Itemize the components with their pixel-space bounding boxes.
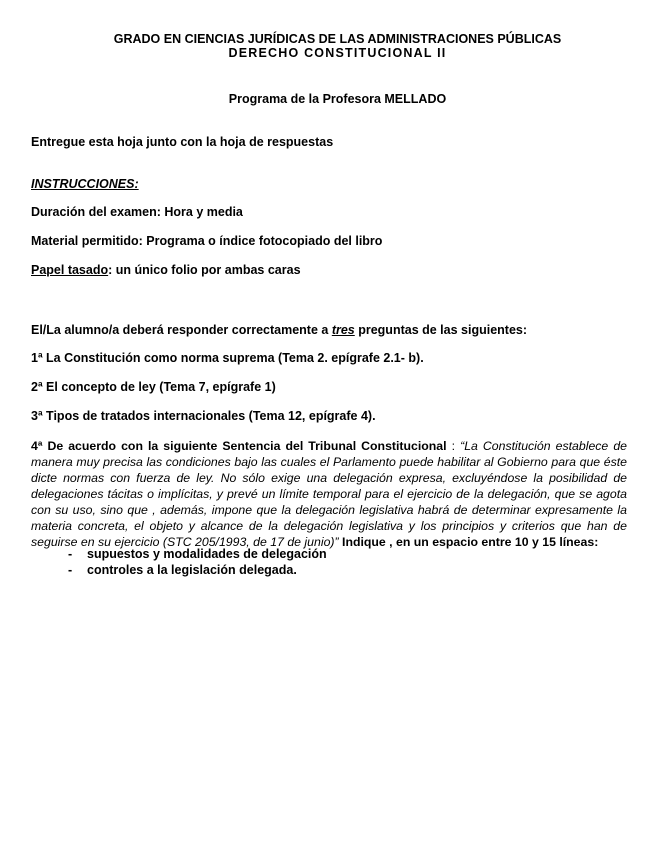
bullet-dash: -	[68, 563, 73, 577]
paper-rule-label: Papel tasado	[31, 263, 109, 277]
subject-title: DERECHO CONSTITUCIONAL II	[228, 46, 447, 60]
paper-rule-text: : un único folio por ambas caras	[108, 263, 301, 277]
bullet-dash: -	[68, 547, 73, 561]
question-1: 1ª La Constitución como norma suprema (Tema 2. epígrafe 2.1- b).	[31, 351, 424, 365]
question-4-quote: “La Constitución establece de manera muy precisa las condiciones bajo las cuales el Parlamento puede habilitar al Gobierno para que éste dicte normas con fuerza de ley. No sólo exige una delegación expresa, excluyéndose la posibilidad de delegaciones tácitas o implícitas, y prevé un límite temporal para el ejercicio de la delegación, que se agota con su uso, sino que , además, impone que la delegación legislativa habrá de determinar expresamente la materia concreta, el objeto y alcance de la delegación legislativa y los principios y criterios que han de seguirse en su ejercicio (STC 205/1993, de 17 de junio)”	[31, 439, 628, 549]
list-item	[68, 546, 327, 562]
question-4-lead: 4ª De acuerdo con la siguiente Sentencia del Tribunal Constitucional	[31, 439, 447, 453]
answer-count: tres	[331, 323, 355, 337]
allowed-material: Material permitido: Programa o índice fotocopiado del libro	[31, 234, 383, 248]
paper-rule	[31, 263, 625, 278]
degree-title: GRADO EN CIENCIAS JURÍDICAS DE LAS ADMINISTRACIONES PÚBLICAS	[113, 32, 562, 46]
list-item	[68, 562, 327, 578]
question-4-task: Indique , en un espacio entre 10 y 15 líneas:	[338, 535, 599, 549]
question-3: 3ª Tipos de tratados internacionales (Tema 12, epígrafe 4).	[31, 409, 376, 423]
question-4	[31, 438, 627, 550]
bullet-text: controles a la legislación delegada.	[87, 563, 297, 577]
answer-instruction-after: preguntas de las siguientes:	[354, 323, 528, 337]
exam-duration: Duración del examen: Hora y media	[31, 205, 243, 219]
submit-instruction: Entregue esta hoja junto con la hoja de respuestas	[31, 135, 334, 149]
program-title: Programa de la Profesora MELLADO	[228, 92, 447, 106]
question-2: 2ª El concepto de ley (Tema 7, epígrafe 1)	[31, 380, 276, 394]
question-4-bullets	[68, 546, 327, 578]
question-4-colon: :	[446, 439, 461, 453]
answer-instruction	[31, 323, 625, 338]
answer-instruction-before: El/La alumno/a deberá responder correctamente a	[31, 323, 332, 337]
bullet-text: supuestos y modalidades de delegación	[87, 547, 327, 561]
instructions-heading: INSTRUCCIONES:	[31, 177, 139, 191]
